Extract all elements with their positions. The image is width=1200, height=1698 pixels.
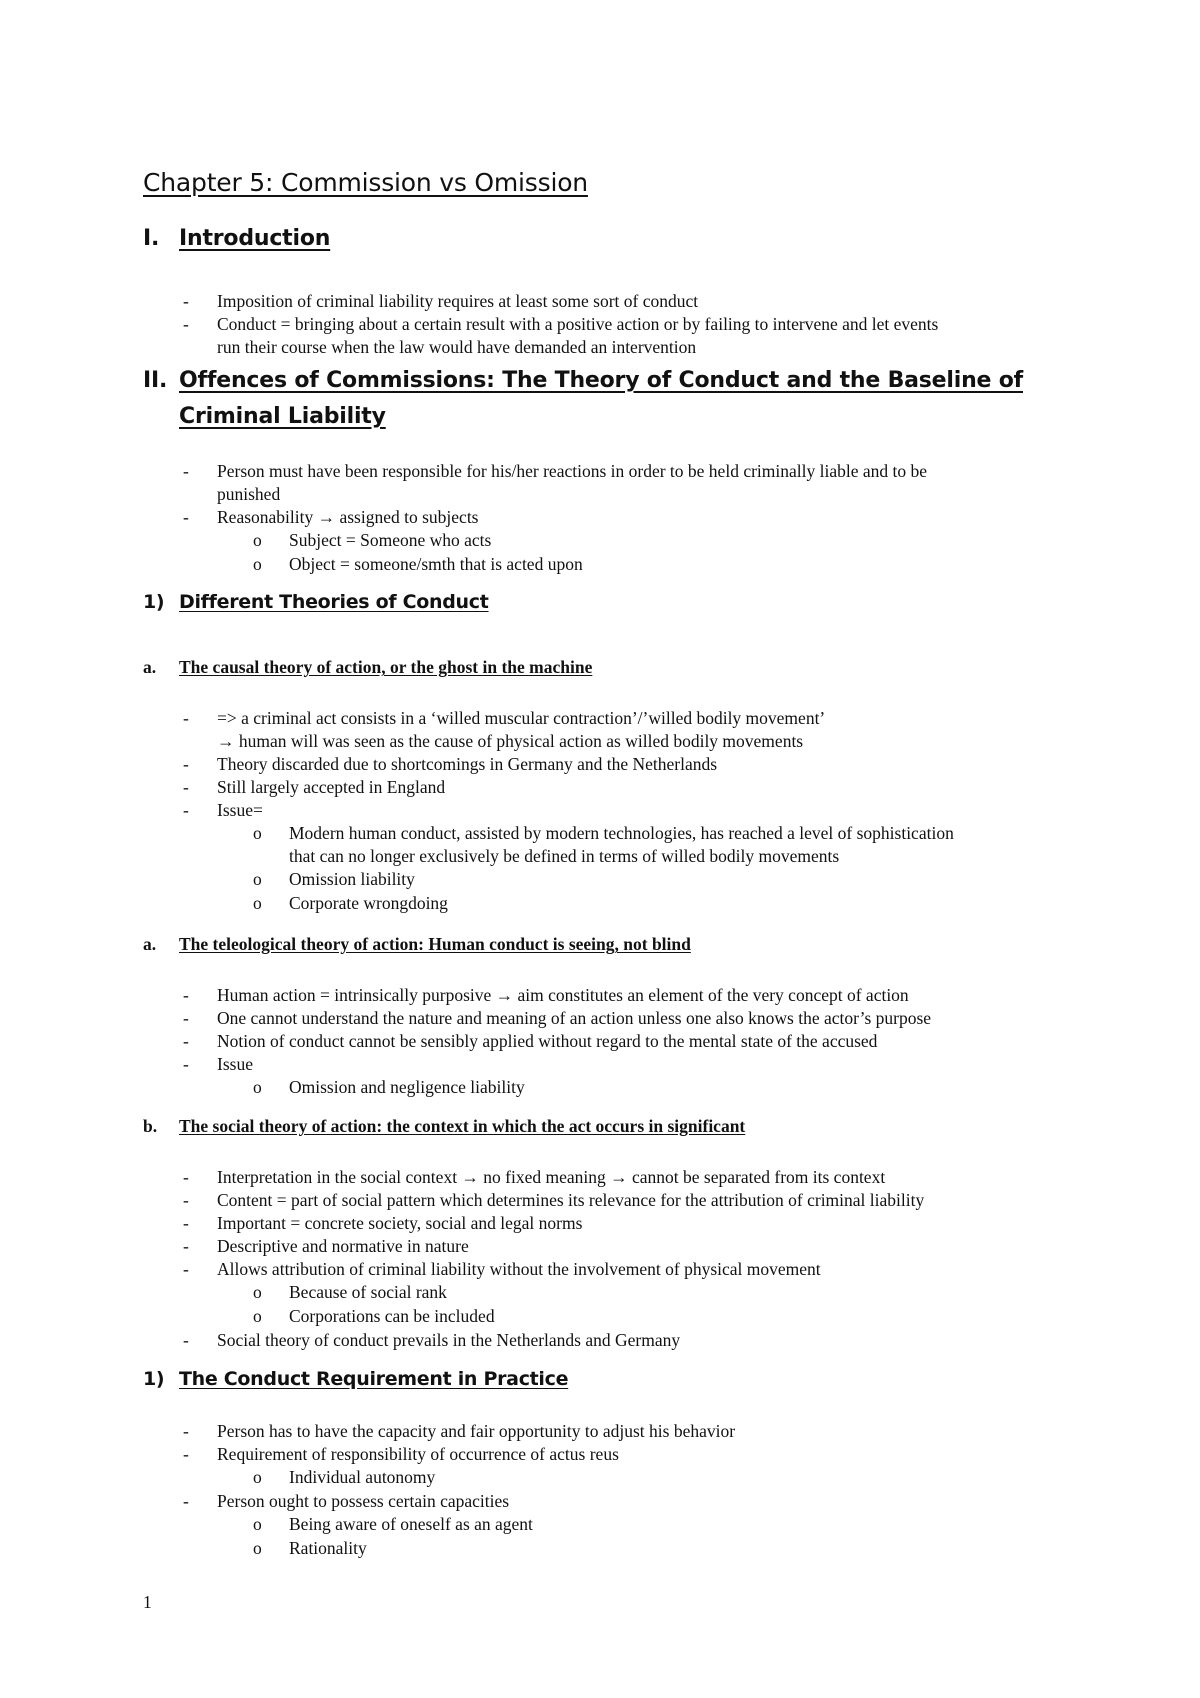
bullet-text: Requirement of responsibility of occurrence of actus reus <box>217 1444 619 1464</box>
sub-bullet-circle: o <box>253 1306 262 1326</box>
bullet-dash: - <box>183 985 189 1005</box>
sub-bullet-text-continued: that can no longer exclusively be defined in terms of willed bodily movements <box>289 846 840 866</box>
bullet-dash: - <box>183 1054 189 1074</box>
bullet-dash: - <box>183 754 189 774</box>
bullet-text: Imposition of criminal liability requires at least some sort of conduct <box>217 291 699 311</box>
subsection-number: 1) <box>143 591 165 613</box>
sub-bullet-text: Rationality <box>289 1538 367 1558</box>
topic-title: The social theory of action: the context in which the act occurs in significant <box>179 1116 746 1136</box>
topic-heading-social-theory <box>143 1116 745 1137</box>
bullet-dash: - <box>183 291 189 311</box>
bullet-dash: - <box>183 1190 189 1210</box>
sub-bullet-circle: o <box>253 869 262 889</box>
bullet-text: Important = concrete society, social and legal norms <box>217 1213 583 1233</box>
bullet-text: Notion of conduct cannot be sensibly applied without regard to the mental state of the accused <box>217 1031 878 1051</box>
sub-bullet-circle: o <box>253 1077 262 1097</box>
bullet-text-continued: run their course when the law would have demanded an intervention <box>217 337 697 357</box>
section-number: II. <box>143 368 168 393</box>
bullet-dash: - <box>183 314 189 334</box>
bullet-text: Social theory of conduct prevails in the Netherlands and Germany <box>217 1330 681 1350</box>
topic-title: The teleological theory of action: Human conduct is seeing, not blind <box>179 934 691 954</box>
sub-bullet-text: Object = someone/smth that is acted upon <box>289 554 583 574</box>
bullet-text: One cannot understand the nature and meaning of an action unless one also knows the actor’s purpose <box>217 1008 932 1028</box>
bullet-dash: - <box>183 800 189 820</box>
sub-bullet-circle: o <box>253 1538 262 1558</box>
bullet-dash: - <box>183 777 189 797</box>
bullet-dash: - <box>183 1330 189 1350</box>
sub-bullet-circle: o <box>253 1467 262 1487</box>
sub-bullet-circle: o <box>253 530 262 550</box>
section-title: Offences of Commissions: The Theory of Conduct and the Baseline of <box>179 368 1024 393</box>
sub-bullet-text: Subject = Someone who acts <box>289 530 492 550</box>
subsection-heading-practice <box>143 1368 568 1390</box>
bullet-text-continued: → human will was seen as the cause of physical action as willed bodily movements <box>217 731 804 751</box>
bullet-text: Allows attribution of criminal liability without the involvement of physical movement <box>217 1259 821 1279</box>
section-title-continued: Criminal Liability <box>179 404 386 429</box>
section-heading-offences <box>143 368 1023 393</box>
subsection-title: Different Theories of Conduct <box>179 591 489 613</box>
subsection-heading-theories <box>143 591 489 613</box>
bullet-dash: - <box>183 461 189 481</box>
subsection-number: 1) <box>143 1368 165 1390</box>
topic-letter: b. <box>143 1116 158 1136</box>
sub-bullet-text: Corporate wrongdoing <box>289 893 448 913</box>
sub-bullet-circle: o <box>253 1514 262 1534</box>
topic-title: The causal theory of action, or the ghost in the machine <box>179 657 593 677</box>
sub-bullet-text: Being aware of oneself as an agent <box>289 1514 533 1534</box>
bullet-text: Issue= <box>217 800 263 820</box>
bullet-text-continued: punished <box>217 484 281 504</box>
sub-bullet-text: Corporations can be included <box>289 1306 495 1326</box>
sub-bullet-circle: o <box>253 1282 262 1302</box>
bullet-dash: - <box>183 1031 189 1051</box>
subsection-title: The Conduct Requirement in Practice <box>179 1368 569 1390</box>
bullet-dash: - <box>183 1213 189 1233</box>
bullet-text: Person ought to possess certain capacities <box>217 1491 510 1511</box>
bullet-text: Interpretation in the social context → no fixed meaning → cannot be separated from its context <box>217 1167 886 1187</box>
sub-bullet-text: Omission and negligence liability <box>289 1077 525 1097</box>
bullet-dash: - <box>183 1008 189 1028</box>
topic-letter: a. <box>143 657 157 677</box>
topic-heading-causal-theory <box>143 657 592 678</box>
bullet-dash: - <box>183 1421 189 1441</box>
sub-bullet-text: Omission liability <box>289 869 415 889</box>
topic-letter: a. <box>143 934 157 954</box>
sub-bullet-text: Individual autonomy <box>289 1467 436 1487</box>
bullet-dash: - <box>183 1491 189 1511</box>
bullet-dash: - <box>183 1259 189 1279</box>
bullet-text: Theory discarded due to shortcomings in Germany and the Netherlands <box>217 754 718 774</box>
sub-bullet-text: Modern human conduct, assisted by modern technologies, has reached a level of sophistication <box>289 823 954 843</box>
sub-bullet-text: Because of social rank <box>289 1282 447 1302</box>
bullet-dash: - <box>183 1444 189 1464</box>
bullet-text: Person must have been responsible for his/her reactions in order to be held criminally liable and to be <box>217 461 928 481</box>
sub-bullet-circle: o <box>253 554 262 574</box>
bullet-text: Conduct = bringing about a certain result with a positive action or by failing to intervene and let events <box>217 314 939 334</box>
bullet-text: => a criminal act consists in a ‘willed muscular contraction’/’willed bodily movement’ <box>217 708 826 728</box>
bullet-text: Issue <box>217 1054 253 1074</box>
bullet-dash: - <box>183 708 189 728</box>
sub-bullet-circle: o <box>253 893 262 913</box>
bullet-text: Content = part of social pattern which determines its relevance for the attribution of criminal liability <box>217 1190 925 1210</box>
bullet-dash: - <box>183 1236 189 1256</box>
bullet-text: Still largely accepted in England <box>217 777 446 797</box>
page-title: Chapter 5: Commission vs Omission <box>143 168 588 197</box>
topic-heading-teleological-theory <box>143 934 691 955</box>
page-number: 1 <box>143 1592 152 1612</box>
bullet-text: Reasonability → assigned to subjects <box>217 507 479 527</box>
section-title: Introduction <box>179 226 331 251</box>
bullet-text: Human action = intrinsically purposive → aim constitutes an element of the very concept of action <box>217 985 909 1005</box>
sub-bullet-circle: o <box>253 823 262 843</box>
section-number: I. <box>143 226 160 251</box>
bullet-dash: - <box>183 507 189 527</box>
bullet-text: Person has to have the capacity and fair opportunity to adjust his behavior <box>217 1421 736 1441</box>
bullet-dash: - <box>183 1167 189 1187</box>
bullet-text: Descriptive and normative in nature <box>217 1236 469 1256</box>
section-heading-introduction <box>143 226 330 251</box>
